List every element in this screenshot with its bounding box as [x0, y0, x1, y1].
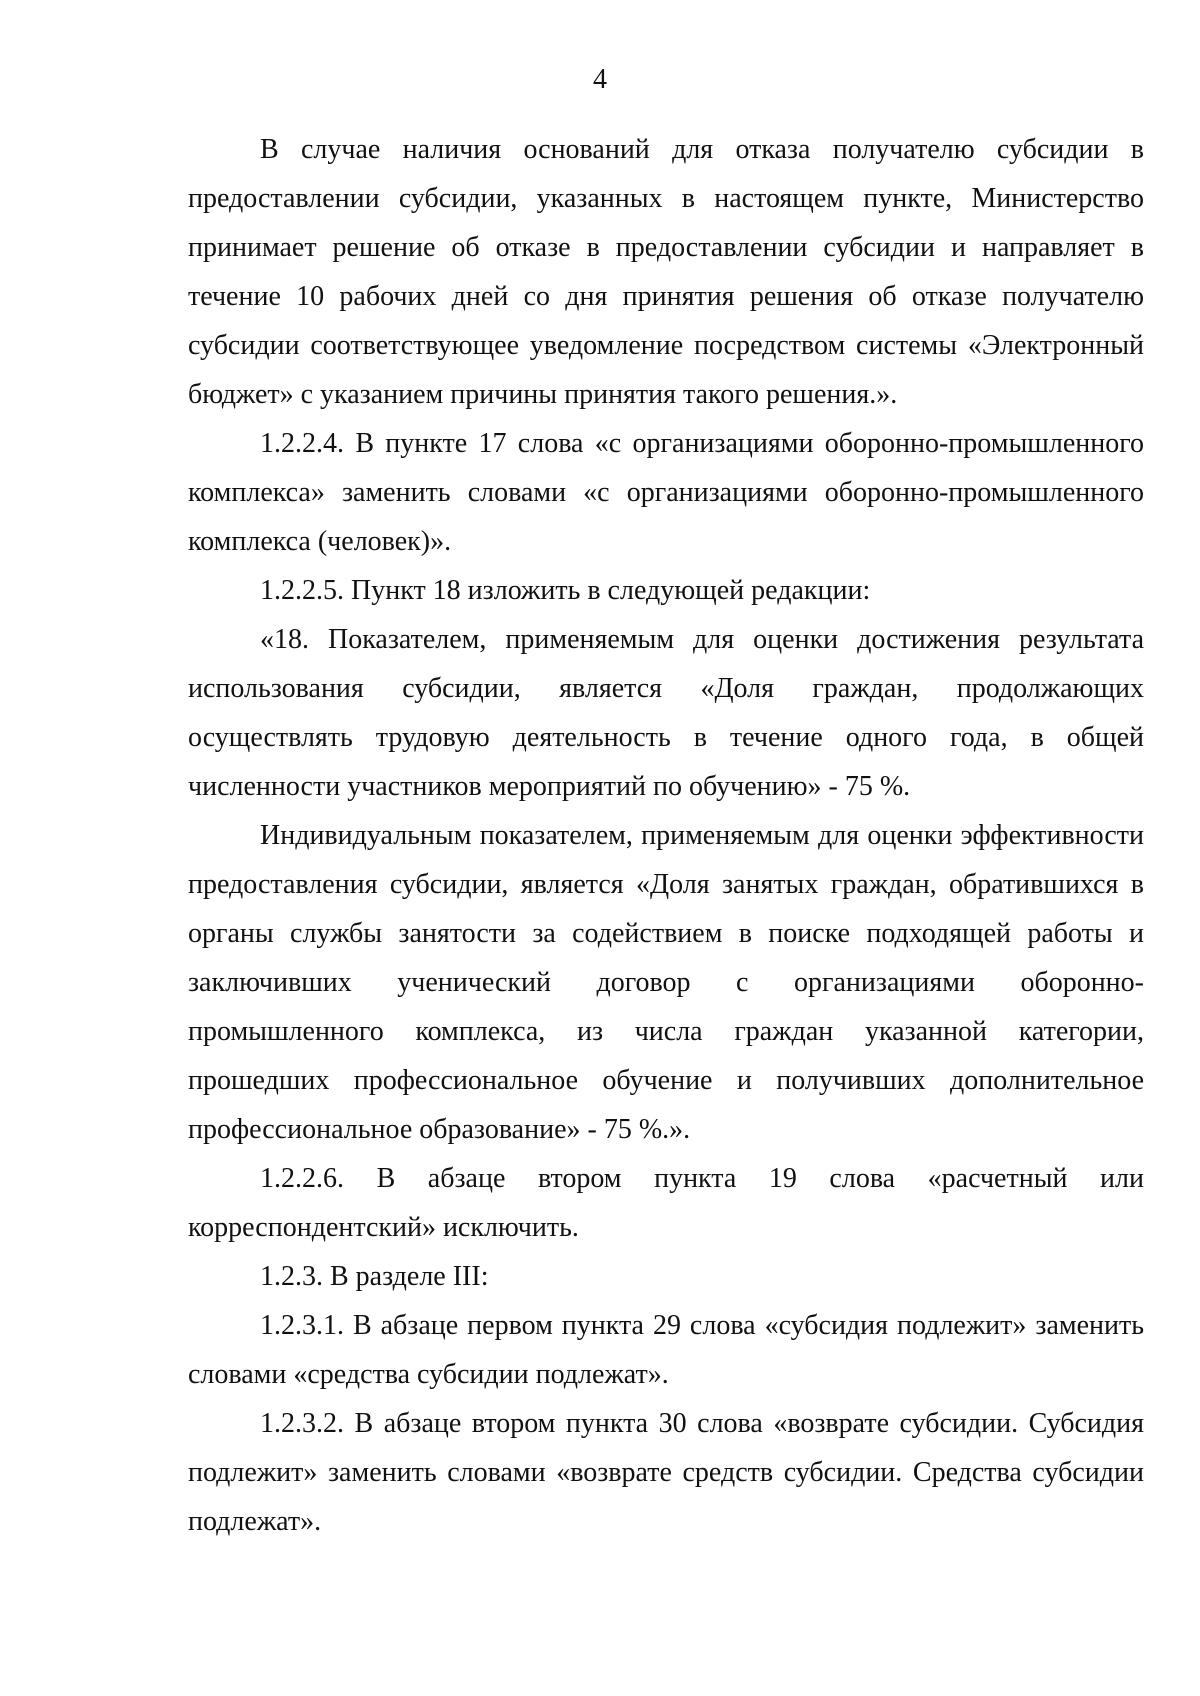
paragraph-individual-indicator: Индивидуальным показателем, применяемым для оценки эффективности предоставления субсидии, является «Доля занятых граждан, обратившихся в органы службы занятости за содействием в поиске подходящей работы и заключивших ученический договор с организациями оборонно-промышленного комплекса, из числа граждан указанной категории, прошедших профессиональное обучение и получивших дополнительное профессиональное образование» - 75 %.». — [188, 820, 1144, 1145]
paragraph-1-2-3: 1.2.3. В разделе III: — [260, 1261, 489, 1292]
paragraph-1-2-3-1: 1.2.3.1. В абзаце первом пункта 29 слова «субсидия подлежит» заменить словами «средства субсидии подлежат». — [188, 1310, 1144, 1390]
paragraph-refusal-decision: В случае наличия оснований для отказа получателю субсидии в предоставлении субсидии, указанных в настоящем пункте, Министерство принимает решение об отказе в предоставлении субсидии и направляет в течение 10 рабочих дней со дня принятия решения об отказе получателю субсидии соответствующее уведомление посредством системы «Электронный бюджет» с указанием причины принятия такого решения.». — [188, 134, 1144, 410]
paragraph-1-2-2-6: 1.2.2.6. В абзаце втором пункта 19 слова «расчетный или корреспондентский» исключить. — [188, 1163, 1144, 1243]
paragraph-1-2-2-4: 1.2.2.4. В пункте 17 слова «с организациями оборонно-промышленного комплекса» заменить словами «с организациями оборонно-промышленного комплекса (человек)». — [188, 428, 1144, 557]
page-number: 4 — [593, 64, 607, 95]
document-body — [188, 125, 1144, 1546]
paragraph-1-2-2-5: 1.2.2.5. Пункт 18 изложить в следующей редакции: — [260, 575, 871, 606]
paragraph-1-2-3-2: 1.2.3.2. В абзаце втором пункта 30 слова «возврате субсидии. Субсидия подлежит» заменить словами «возврате средств субсидии. Средства субсидии подлежат». — [188, 1408, 1144, 1537]
paragraph-clause-18: «18. Показателем, применяемым для оценки достижения результата использования субсидии, является «Доля граждан, продолжающих осуществлять трудовую деятельность в течение одного года, в общей численности участников мероприятий по обучению» - 75 %. — [188, 624, 1144, 802]
